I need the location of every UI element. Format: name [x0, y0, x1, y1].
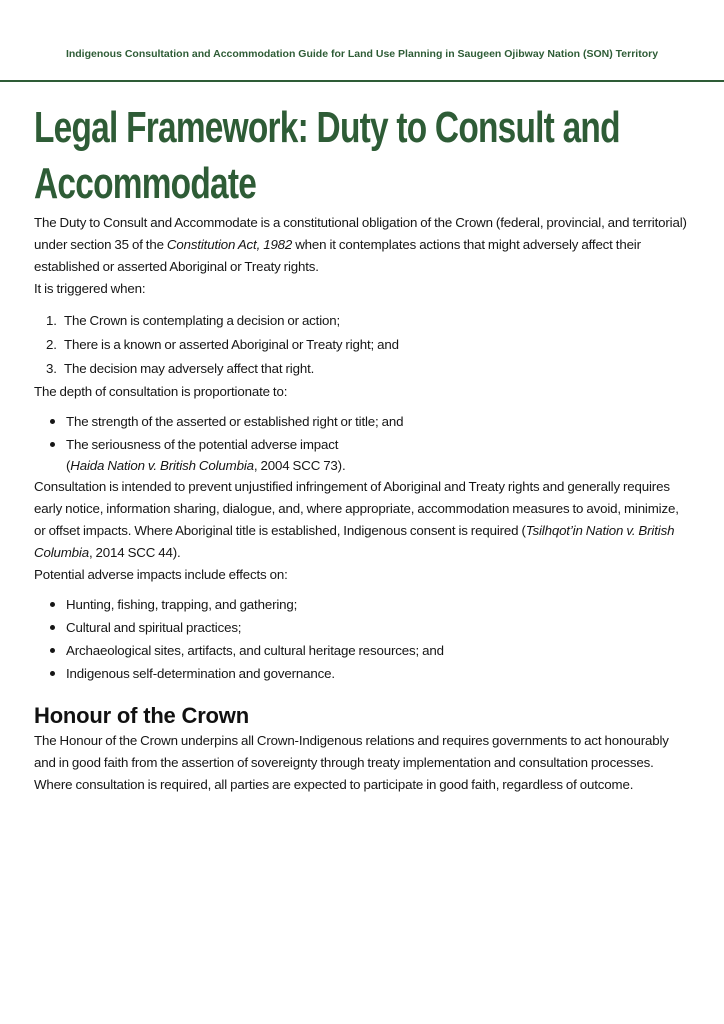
list-item	[34, 309, 690, 333]
list-item	[34, 357, 690, 381]
list-item	[34, 640, 690, 661]
intro-paragraph	[34, 212, 690, 300]
list-item	[34, 617, 690, 638]
list-number: 3.	[46, 361, 57, 376]
header-divider	[0, 80, 724, 82]
page-title-line-1: Legal Framework: Duty to Consult and	[34, 103, 620, 152]
impact-item-line1: The seriousness of the potential adverse impact	[66, 437, 339, 452]
list-item-text: Archaeological sites, artifacts, and cultural heritage resources; and	[66, 643, 444, 658]
depth-lead-in: The depth of consultation is proportionate to:	[34, 384, 288, 399]
list-number: 2.	[46, 337, 57, 352]
trigger-conditions-list	[34, 309, 690, 381]
honour-of-the-crown-heading: Honour of the Crown	[34, 703, 249, 728]
list-item	[34, 663, 690, 684]
list-number: 1.	[46, 313, 57, 328]
bullet-icon	[50, 442, 55, 447]
page-title	[34, 100, 620, 212]
intro-text-1: The Duty to Consult and Accommodate is a constitutional obligation of the Crown (federal, provincial, and territorial) under section 35 of the	[34, 215, 687, 252]
running-header: Indigenous Consultation and Accommodation Guide for Land Use Planning in Saugeen Ojibway Nation (SON) Territory	[65, 48, 659, 60]
list-item-text: The Crown is contemplating a decision or action;	[64, 313, 341, 328]
list-item	[34, 434, 690, 476]
page-content	[0, 100, 724, 796]
intro-text-2: when it contemplates actions that might adversely affect their established or asserted Aboriginal or Treaty rights.	[34, 237, 641, 274]
impacts-list	[34, 594, 690, 684]
list-item-text	[66, 434, 690, 476]
list-item-text: Cultural and spiritual practices;	[66, 620, 242, 635]
page-title-line-2: Accommodate	[34, 159, 257, 208]
trigger-lead-in: It is triggered when:	[34, 281, 146, 296]
haida-nation-citation: Haida Nation v. British Columbia	[70, 458, 254, 473]
impacts-lead-in: Potential adverse impacts include effects on:	[34, 567, 288, 582]
depth-factors-list	[34, 411, 690, 476]
consultation-text-1: Consultation is intended to prevent unjustified infringement of Aboriginal and Treaty rights and generally requires early notice, information sharing, dialogue, and, where appropriate, accommodation measures to avoid, minimize, or offset impacts. Where Aboriginal title is established, Indigenous consent is required (	[34, 479, 679, 538]
constitution-act-citation: Constitution Act, 1982	[166, 237, 293, 252]
list-item-text: The strength of the asserted or established right or title; and	[66, 414, 404, 429]
list-item	[34, 333, 690, 357]
list-item	[34, 411, 690, 432]
list-item-text: The decision may adversely affect that right.	[64, 361, 315, 376]
list-item-text: There is a known or asserted Aboriginal or Treaty right; and	[64, 337, 399, 352]
consultation-paragraph	[34, 476, 690, 564]
bullet-icon	[50, 671, 55, 676]
consultation-text-2: , 2014 SCC 44).	[88, 545, 181, 560]
list-item	[34, 594, 690, 615]
bullet-icon	[50, 419, 55, 424]
list-item-text: Hunting, fishing, trapping, and gathering;	[66, 597, 298, 612]
bullet-icon	[50, 625, 55, 630]
citation-reference: , 2004 SCC 73).	[253, 458, 346, 473]
tsilhqotin-citation: Tsilhqot’in Nation v. British Columbia	[34, 523, 675, 560]
list-item-text: Indigenous self-determination and governance.	[66, 666, 335, 681]
bullet-icon	[50, 602, 55, 607]
citation-open-paren: (	[66, 458, 71, 473]
honour-paragraph: The Honour of the Crown underpins all Crown-Indigenous relations and requires governments to act honourably and in good faith from the assertion of sovereignty through treaty implementation and consultation processes. Where consultation is required, all parties are expected to participate in good faith, regardless of outcome.	[34, 733, 669, 792]
bullet-icon	[50, 648, 55, 653]
